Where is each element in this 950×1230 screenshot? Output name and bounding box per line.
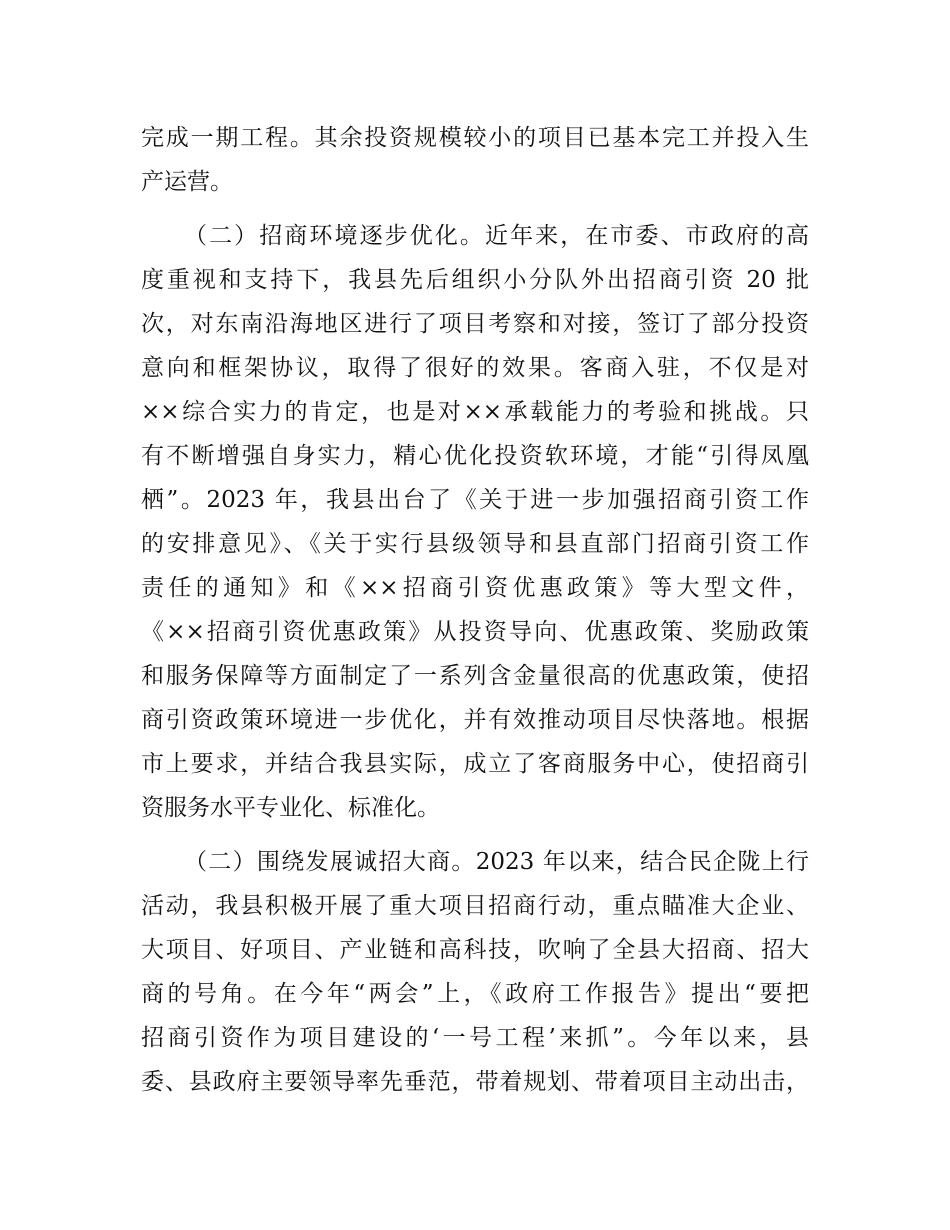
paragraph-3-line-3: 大项目、好项目、产业链和高科技，吹响了全县大招商、招大 — [141, 937, 809, 963]
paragraph-2-line-2: 度重视和支持下，我县先后组织小分队外出招商引资 20 批 — [141, 267, 809, 293]
paragraph-2-line-4: 意向和框架协议，取得了很好的效果。客商入驻，不仅是对 — [141, 355, 809, 381]
paragraph-1-line-2: 产运营。 — [141, 169, 233, 195]
paragraph-3-line-1: （二）围绕发展诚招大商。2023 年以来，结合民企陇上行 — [184, 849, 809, 875]
paragraph-2-line-9: 责任的通知》和《××招商引资优惠政策》等大型文件， — [141, 575, 809, 601]
paragraph-3-line-5: 招商引资作为项目建设的‘一号工程’来抓”。今年以来，县 — [141, 1025, 809, 1051]
paragraph-2-line-12: 商引资政策环境进一步优化，并有效推动项目尽快落地。根据 — [141, 707, 809, 733]
paragraph-2-line-10: 《××招商引资优惠政策》从投资导向、优惠政策、奖励政策 — [141, 619, 809, 645]
paragraph-2-line-7: 栖”。2023 年，我县出台了《关于进一步加强招商引资工作 — [141, 487, 809, 513]
paragraph-2-line-13: 市上要求，并结合我县实际，成立了客商服务中心，使招商引 — [141, 751, 809, 777]
paragraph-3-line-6: 委、县政府主要领导率先垂范，带着规划、带着项目主动出击， — [141, 1069, 809, 1095]
paragraph-2-line-6: 有不断增强自身实力，精心优化投资软环境，才能“引得凤凰 — [141, 443, 809, 469]
paragraph-1-line-1: 完成一期工程。其余投资规模较小的项目已基本完工并投入生 — [141, 125, 809, 151]
paragraph-2-line-14: 资服务水平专业化、标准化。 — [141, 795, 440, 821]
paragraph-2-line-5: ××综合实力的肯定，也是对××承载能力的考验和挑战。只 — [141, 399, 809, 425]
paragraph-2-line-1: （二）招商环境逐步优化。近年来，在市委、市政府的高 — [184, 223, 809, 249]
paragraph-3-line-2: 活动，我县积极开展了重大项目招商行动，重点瞄准大企业、 — [141, 893, 809, 919]
paragraph-3-line-4: 商的号角。在今年“两会”上，《政府工作报告》提出“要把 — [141, 981, 809, 1007]
paragraph-2-line-11: 和服务保障等方面制定了一系列含金量很高的优惠政策，使招 — [141, 663, 809, 689]
paragraph-2-line-3: 次，对东南沿海地区进行了项目考察和对接，签订了部分投资 — [141, 311, 809, 337]
paragraph-2-line-8: 的安排意见》、《关于实行县级领导和县直部门招商引资工作 — [141, 531, 809, 557]
